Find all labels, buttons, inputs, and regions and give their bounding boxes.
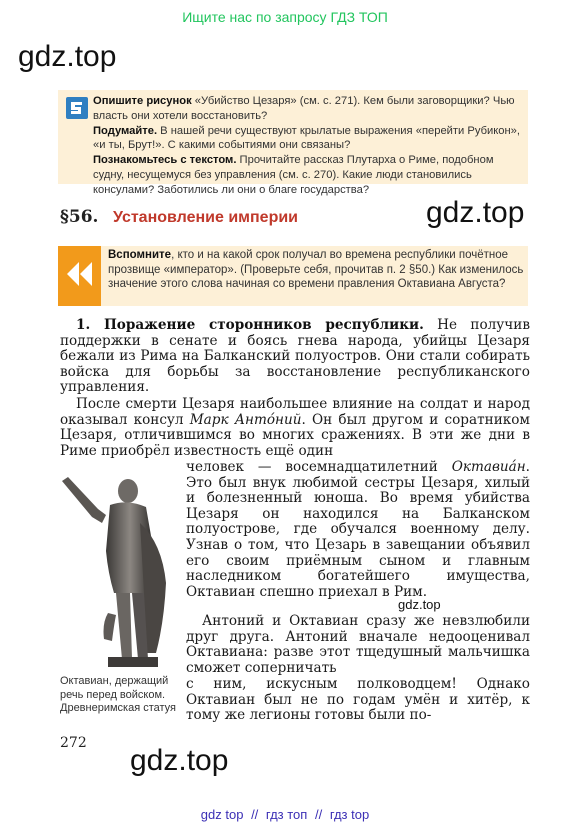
- rewind-icon: [58, 246, 101, 306]
- watermark: gdz.top: [18, 40, 117, 73]
- bottom-links: [0, 807, 570, 822]
- paragraph-1: 1. Поражение сторонников республики. Не получив поддержки в сенате и боясь гнева народа, убийцы Цезаря бежали из Рима на Балканский полуостров. Они стали собирать войска для борьбы за восстановление республиканского управления.: [60, 317, 530, 396]
- top-banner[interactable]: Ищите нас по запросу ГДЗ ТОП: [182, 9, 388, 25]
- paragraph-3: человек — восемнадцатилетний Октавиáн. Это был внук любимой сестры Цезаря, хилый и болезненный юноша. Во время убийства Цезаря он находился на Балканском полуострове, где обучался военному делу. Узнав о том, что Цезарь в завещании объявил его своим приёмным сыном и главным наследником богатейшего имущества, Октавиан спешно приехал в Рим.: [186, 459, 530, 600]
- paragraph-2: После смерти Цезаря наибольшее влияние на солдат и народ оказывал консул Марк Антóний. Он был другом и соратником Цезаря, отличившимся во многих сражениях. В эти же дни в Риме приобрёл известность ещё один: [60, 396, 531, 459]
- section-title: Установление империи: [113, 209, 299, 226]
- watermark: gdz.top: [426, 196, 525, 229]
- section-number: §56.: [60, 207, 99, 227]
- paragraph-4: Антоний и Октавиан сразу же невзлюбили друг друга. Антоний вначале недооценивал Октавиана: разве этот тщедушный мальчишка сможет соперничать: [186, 613, 530, 676]
- bottom-link[interactable]: гдз топ: [265, 807, 308, 822]
- image-caption: Октавиан, держащий речь перед войском. Древнеримская статуя: [60, 675, 177, 714]
- statue-image: [58, 463, 182, 671]
- watermark: gdz.top: [398, 597, 441, 612]
- recall-text: Вспомните, кто и на какой срок получал во времена республики почётное прозвище «император». (Проверьте себя, прочитав п. 2 §50.) Как изменилось значение этого слова начиная со времени правления Октавиана Августа?: [108, 249, 524, 290]
- watermark: gdz.top: [130, 744, 229, 777]
- paragraph-4-cont: с ним, искусным полководцем! Однако Октавиан был не по годам умён и хитёр, к тому же легионы готовы были по-: [186, 676, 530, 724]
- task-icon: [66, 97, 88, 119]
- page-number: 272: [60, 735, 87, 751]
- bottom-link[interactable]: gdz top: [200, 807, 244, 822]
- bottom-link[interactable]: гдз top: [329, 807, 370, 822]
- separator: //: [314, 807, 323, 822]
- separator: //: [251, 807, 259, 822]
- task-text: Опишите рисунок «Убийство Цезаря» (см. с. 271). Кем были заговорщики? Чью власть они хотели восстановить? Подумайте. В нашей речи существуют крылатые выражения «перейти Рубикон», «и ты, Брут!». С какими событиями они связаны? Познакомьтесь с текстом. Прочитайте рассказ Плутарха о Риме, подобном судну, несущемуся без управления (см. с. 270). Какие люди становились консулами? Заботились ли они о благе государства?: [93, 95, 520, 196]
